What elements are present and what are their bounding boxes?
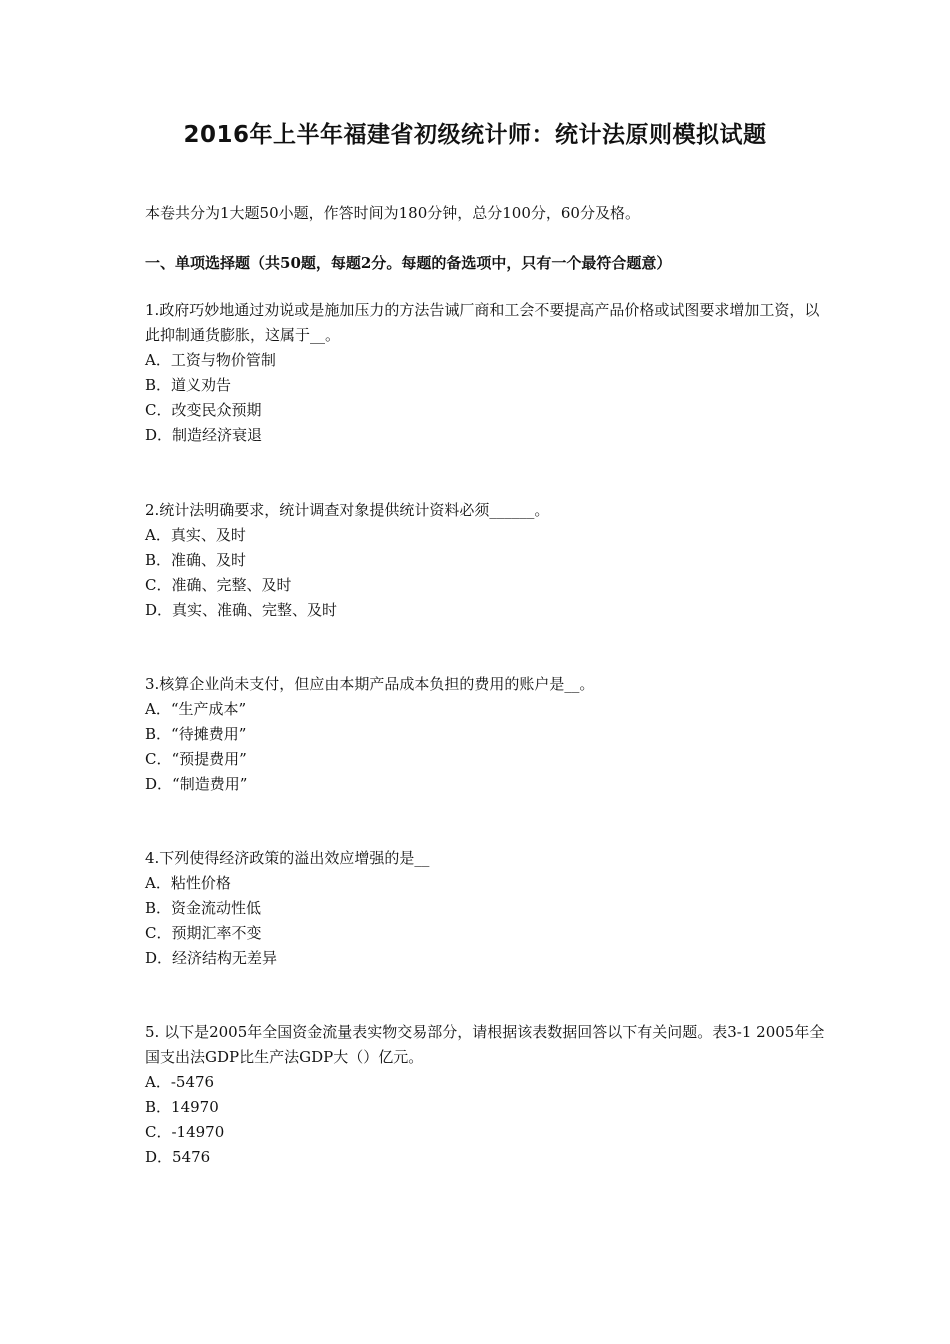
option-a: A．“生产成本” <box>145 700 247 718</box>
option-d: D．“制造费用” <box>145 775 248 793</box>
option-c: C．改变民众预期 <box>145 401 262 419</box>
document-title: 2016年上半年福建省初级统计师：统计法原则模拟试题 <box>183 122 767 148</box>
option-d: D．制造经济衰退 <box>145 426 263 444</box>
option-a: A．-5476 <box>145 1073 215 1091</box>
option-b: B．“待摊费用” <box>145 725 247 743</box>
option-b: B．准确、及时 <box>145 551 247 569</box>
question-5 <box>145 1020 825 1170</box>
option-a: A．工资与物价管制 <box>145 351 276 369</box>
question-text: 3.核算企业尚未支付，但应由本期产品成本负担的费用的账户是__。 <box>145 675 595 693</box>
option-b: B．14970 <box>145 1098 219 1116</box>
section-heading: 一、单项选择题（共50题，每题2分。每题的备选项中，只有一个最符合题意） <box>145 254 672 272</box>
option-list <box>145 348 825 448</box>
option-list <box>145 871 825 971</box>
question-4 <box>145 846 825 971</box>
option-a: A．真实、及时 <box>145 526 246 544</box>
question-text: 5. 以下是2005年全国资金流量表实物交易部分，请根据该表数据回答以下有关问题。表3-1 2005年全国支出法GDP比生产法GDP大（）亿元。 <box>145 1023 825 1066</box>
question-text: 4.下列使得经济政策的溢出效应增强的是__ <box>145 849 430 867</box>
question-2 <box>145 498 825 623</box>
option-c: C．预期汇率不变 <box>145 924 262 942</box>
option-b: B．道义劝告 <box>145 376 232 394</box>
question-1 <box>145 298 825 448</box>
option-d: D．5476 <box>145 1148 211 1166</box>
option-list <box>145 697 825 797</box>
question-text: 1.政府巧妙地通过劝说或是施加压力的方法告诫厂商和工会不要提高产品价格或试图要求增加工资，以此抑制通货膨胀，这属于__。 <box>145 301 820 344</box>
option-c: C．准确、完整、及时 <box>145 576 292 594</box>
option-c: C．-14970 <box>145 1123 225 1141</box>
option-d: D．经济结构无差异 <box>145 949 278 967</box>
option-a: A．粘性价格 <box>145 874 231 892</box>
option-list <box>145 1070 825 1170</box>
question-3 <box>145 672 825 797</box>
option-b: B．资金流动性低 <box>145 899 262 917</box>
option-c: C．“预提费用” <box>145 750 247 768</box>
option-list <box>145 523 825 623</box>
option-d: D．真实、准确、完整、及时 <box>145 601 338 619</box>
exam-instructions: 本卷共分为1大题50小题，作答时间为180分钟，总分100分，60分及格。 <box>145 204 640 222</box>
question-text: 2.统计法明确要求，统计调查对象提供统计资料必须______。 <box>145 501 550 519</box>
